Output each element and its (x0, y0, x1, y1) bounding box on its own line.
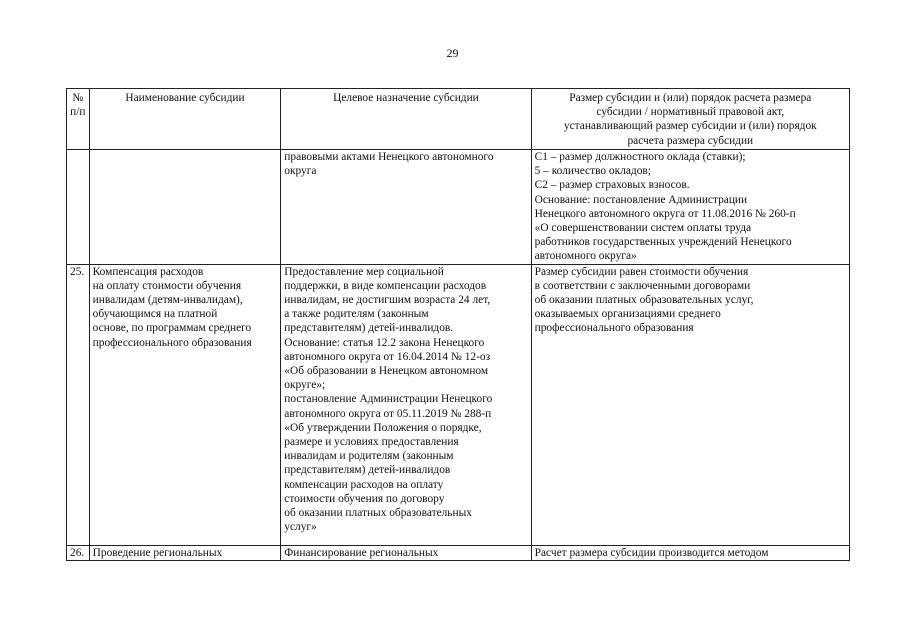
header-subsidy-size: Размер субсидии и (или) порядок расчета размера субсидии / нормативный правовой акт, устанавливающий размер субсидии и (или) порядок расчета размера субсидии (531, 89, 849, 150)
table-row (67, 545, 850, 560)
header-subsidy-name: Наименование субсидии (89, 89, 281, 150)
row-subsidy-name: Проведение региональных (89, 545, 281, 560)
table-header-row (67, 89, 850, 150)
header-number: № п/п (67, 89, 90, 150)
row-number: 26. (67, 545, 90, 560)
page-number: 29 (446, 46, 459, 60)
row-subsidy-name (89, 150, 281, 265)
row-number: 25. (67, 264, 90, 545)
row-subsidy-purpose: Предоставление мер социальной поддержки, в виде компенсации расходов инвалидам, не достигшим возраста 24 лет, а также родителям (законным представителям) детей-инвалидов. Основание: статья 12.2 закона Ненецкого автономного округа от 16.04.2014 № 12-оз «Об образовании в Ненецком автономном округе»; постановление Администрации Ненецкого автономного округа от 05.11.2019 № 288-п «Об утверждении Положения о порядке, размере и условиях предоставления инвалидам и родителям (законным представителям) детей-инвалидов компенсации расходов на оплату стоимости обучения по договору об оказании платных образовательных услуг» (281, 264, 531, 545)
row-subsidy-size: С1 – размер должностного оклада (ставки); 5 – количество окладов; С2 – размер страховых взносов. Основание: постановление Администрации Ненецкого автономного округа от 11.08.2016 № 260-п «О совершенствовании систем оплаты труда работников государственных учреждений Ненецкого автономного округа» (531, 150, 849, 265)
table-row (67, 150, 850, 265)
table-row (67, 264, 850, 545)
row-subsidy-purpose: правовыми актами Ненецкого автономного округа (281, 150, 531, 265)
row-subsidy-purpose: Финансирование региональных (281, 545, 531, 560)
row-number (67, 150, 90, 265)
subsidy-table (66, 88, 850, 561)
row-subsidy-name: Компенсация расходов на оплату стоимости обучения инвалидам (детям-инвалидам), обучающимся на платной основе, по программам среднего профессионального образования (89, 264, 281, 545)
row-subsidy-size: Размер субсидии равен стоимости обучения в соответствии с заключенными договорами об оказании платных образовательных услуг, оказываемых организациями среднего профессионального образования (531, 264, 849, 545)
header-subsidy-purpose: Целевое назначение субсидии (281, 89, 531, 150)
row-subsidy-size: Расчет размера субсидии производится методом (531, 545, 849, 560)
